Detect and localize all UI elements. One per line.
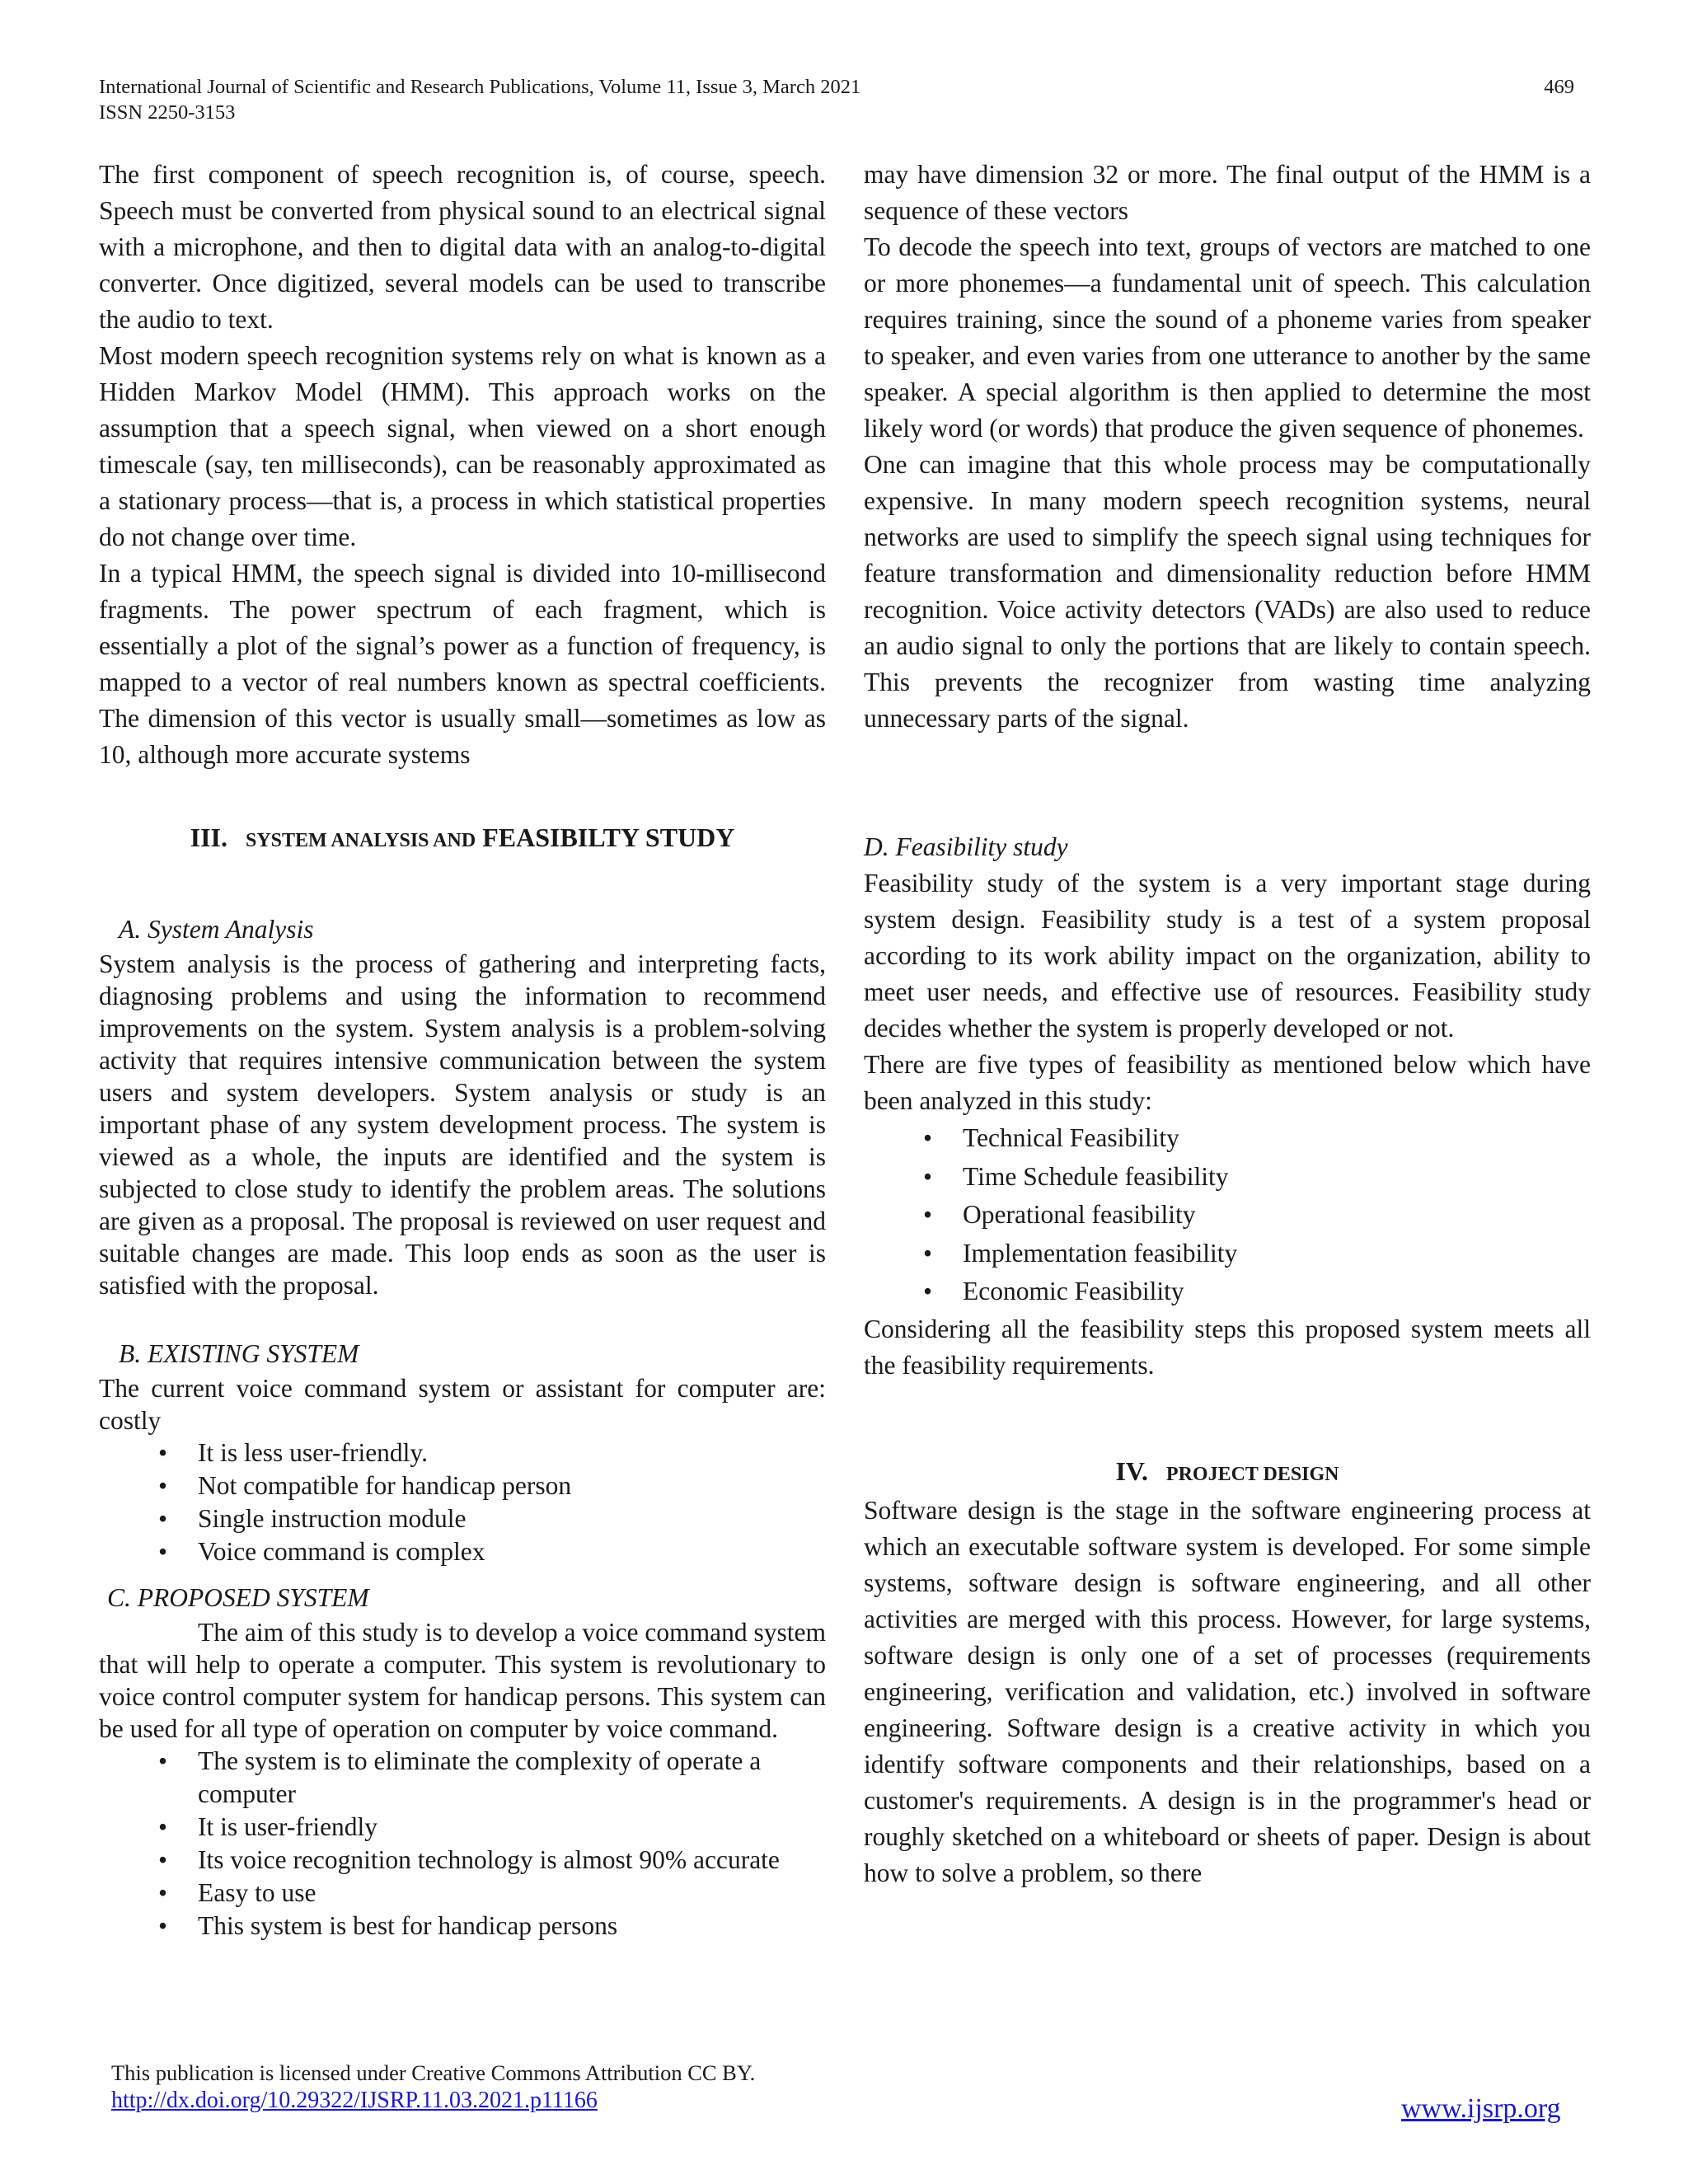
bullet-icon: • <box>158 1812 168 1841</box>
bullet-icon: • <box>923 1161 933 1191</box>
section-4-heading <box>864 1453 1591 1493</box>
issn: ISSN 2250-3153 <box>99 101 236 124</box>
existing-system-list <box>99 1436 826 1568</box>
bullet-icon: • <box>158 1438 168 1467</box>
feasibility-paragraph-1: Feasibility study of the system is a very important stage during system design. Feasibility study is a test of a system proposal according to its work ability impact on the organization, ability to meet user needs, and effective use of resources. Feasibility study decides whether the system is properly developed or not. <box>864 869 1591 1043</box>
list-item: • Time Schedule feasibility <box>963 1158 1591 1197</box>
list-item: • This system is best for handicap persons <box>198 1910 826 1943</box>
right-column <box>864 157 1591 1891</box>
feasibility-heading: D. Feasibility study <box>864 832 1068 861</box>
list-item: • Operational feasibility <box>963 1196 1591 1235</box>
bullet-icon: • <box>158 1537 168 1566</box>
bullet-icon: • <box>923 1277 933 1305</box>
list-item: • It is less user-friendly. <box>198 1436 826 1469</box>
list-item: • Technical Feasibility <box>963 1119 1591 1158</box>
system-analysis-body: System analysis is the process of gathering and interpreting facts, diagnosing problems and using the information to recommend improvements on the system. System analysis is a problem-solving activity that requires intensive communication between the system users and system developers. System analysis or study is an important phase of any system development process. The system is viewed as a whole, the inputs are identified and the system is subjected to close study to identify the problem areas. The solutions are given as a proposal. The proposal is reviewed on user request and suitable changes are made. This loop ends as soon as the user is satisfied with the proposal. <box>99 949 826 1300</box>
project-design-body: Software design is the stage in the software engineering process at which an executable software system is developed. For some simple systems, software design is software engineering, and all other activities are merged with this process. However, for large systems, software design is only one of a set of processes (requirements engineering, verification and validation, etc.) involved in software engineering. Software design is a creative activity in which you identify software components and their relationships, based on a customer's requirements. A design is in the programmer's head or roughly sketched on a whiteboard or sheets of paper. Design is about how to solve a problem, so there <box>864 1495 1591 1887</box>
system-analysis-heading: A. System Analysis <box>119 915 314 944</box>
section-3-heading <box>99 819 826 859</box>
site-link[interactable]: www.ijsrp.org <box>1401 2093 1561 2124</box>
existing-system-body: The current voice command system or assistant for computer are: costly <box>99 1374 826 1435</box>
bullet-icon: • <box>923 1200 933 1229</box>
list-item: • Voice command is complex <box>198 1535 826 1568</box>
bullet-icon: • <box>158 1746 168 1775</box>
continuation-paragraph-2: To decode the speech into text, groups of vectors are matched to one or more phonemes—a fundamental unit of speech. This calculation requires training, since the sound of a phoneme varies from speaker to speaker, and even varies from one utterance to another by the same speaker. A special algorithm is then applied to determine the most likely word (or words) that produce the given sequence of phonemes. <box>864 232 1591 443</box>
section-4-title: PROJECT DESIGN <box>1165 1463 1339 1485</box>
section-4-number: IV. <box>1115 1455 1148 1486</box>
list-item: • The system is to eliminate the complexity of operate a computer <box>158 1746 762 1808</box>
doi-link[interactable]: http://dx.doi.org/10.29322/IJSRP.11.03.2021.p11166 <box>111 2088 598 2113</box>
list-item: • Economic Feasibility <box>963 1272 1591 1311</box>
intro-paragraph-1: The first component of speech recognition is, of course, speech. Speech must be converted from physical sound to an electrical signal with a microphone, and then to digital data with an analog-to-digital converter. Once digitized, several models can be used to transcribe the audio to text. <box>99 160 826 334</box>
proposed-system-body: The aim of this study is to develop a voice command system that will help to operate a computer. This system is revolutionary to voice control computer system for handicap persons. This system can be used for all type of operation on computer by voice command. <box>99 1618 826 1743</box>
list-item: • It is user-friendly <box>198 1811 826 1844</box>
left-column <box>99 157 826 1943</box>
intro-paragraph-2: Most modern speech recognition systems rely on what is known as a Hidden Markov Model (HMM). This approach works on the assumption that a speech signal, when viewed on a short enough timescale (say, ten milliseconds), can be reasonably approximated as a stationary process—that is, a process in which statistical properties do not change over time. <box>99 341 826 551</box>
section-3-title-rest: FEASIBILTY STUDY <box>482 823 735 852</box>
list-item: • Not compatible for handicap person <box>198 1469 826 1502</box>
page-number: 469 <box>1544 76 1574 98</box>
bullet-icon: • <box>923 1123 933 1152</box>
list-item: • Implementation feasibility <box>963 1235 1591 1273</box>
continuation-paragraph-3: One can imagine that this whole process may be computationally expensive. In many modern speech recognition systems, neural networks are used to simplify the speech signal using techniques for feature transformation and dimensionality reduction before HMM recognition. Voice activity detectors (VADs) are also used to reduce an audio signal to only the portions that are likely to contain speech. This prevents the recognizer from wasting time analyzing unnecessary parts of the signal. <box>864 450 1591 733</box>
existing-system-heading: B. EXISTING SYSTEM <box>119 1339 359 1368</box>
journal-title: International Journal of Scientific and Research Publications, Volume 11, Issue 3, March 2021 <box>99 76 861 98</box>
continuation-paragraph-1: may have dimension 32 or more. The final output of the HMM is a sequence of these vectors <box>864 160 1591 225</box>
list-item: • Easy to use <box>198 1877 826 1910</box>
feasibility-list <box>864 1119 1591 1311</box>
bullet-icon: • <box>158 1878 168 1907</box>
list-item: • Single instruction module <box>198 1502 826 1535</box>
bullet-icon: • <box>158 1845 168 1874</box>
proposed-system-heading: C. PROPOSED SYSTEM <box>107 1583 369 1612</box>
page-footer <box>111 2059 755 2115</box>
bullet-icon: • <box>158 1911 168 1940</box>
feasibility-paragraph-2: There are five types of feasibility as mentioned below which have been analyzed in this study: <box>864 1050 1591 1115</box>
list-item: • Its voice recognition technology is almost 90% accurate <box>198 1844 826 1877</box>
section-3-number: III. <box>190 823 227 852</box>
bullet-icon: • <box>158 1471 168 1500</box>
bullet-icon: • <box>923 1238 933 1268</box>
license-text: This publication is licensed under Creative Commons Attribution CC BY. <box>111 2060 756 2085</box>
feasibility-conclusion: Considering all the feasibility steps this proposed system meets all the feasibility requirements. <box>864 1314 1591 1380</box>
page-header <box>99 74 1574 125</box>
proposed-system-list <box>99 1745 826 1943</box>
bullet-icon: • <box>158 1504 168 1533</box>
section-3-title-small-caps: SYSTEM ANALYSIS AND <box>245 830 476 851</box>
intro-paragraph-3: In a typical HMM, the speech signal is divided into 10-millisecond fragments. The power spectrum of each fragment, which is essentially a plot of the signal’s power as a function of frequency, is mapped to a vector of real numbers known as spectral coefficients. The dimension of this vector is usually small—sometimes as low as 10, although more accurate systems <box>99 559 826 769</box>
